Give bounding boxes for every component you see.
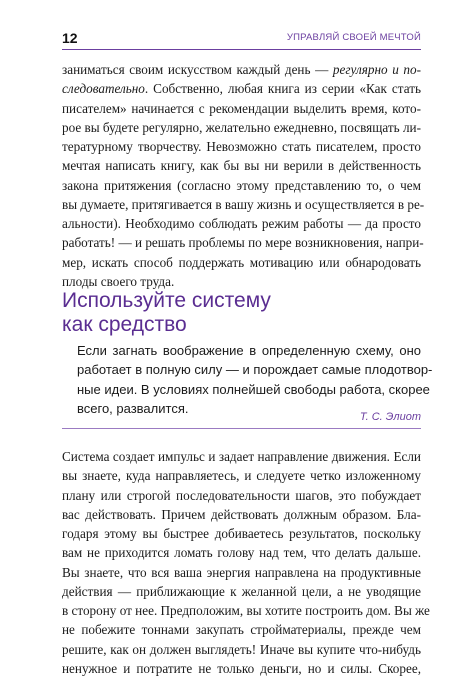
text-line: в сторону от нее. Предположим, вы хотите построить дом. Вы же <box>62 603 430 618</box>
text-line: вы знаете, куда направляетесь, и следуете четко изложенному <box>62 468 421 484</box>
header-rule <box>62 49 421 50</box>
text-line: вам не приходится ломать голову над тем, что делать дальше. <box>62 545 421 561</box>
text-line: работать! — и решать проблемы по мере возникновения, напри- <box>62 235 424 251</box>
text-line: ненужное и потратите не только деньги, но и силы. Скорее, <box>62 660 421 676</box>
text-line: Вы знаете, что вся ваша энергия направлена на продуктивные <box>62 564 421 580</box>
page-header <box>62 30 421 50</box>
text-line: годаря этому вы быстрее добиваетесь результатов, поскольку <box>62 526 421 541</box>
section-heading-line-1: Используйте систему <box>62 289 271 312</box>
epigraph-author: Т. С. Элиот <box>359 411 421 423</box>
epigraph-rule <box>62 428 421 429</box>
section-heading-line-2: как средство <box>62 313 187 336</box>
text-line: плану или строгой последовательности шагов, это побуждает <box>62 487 421 503</box>
text-line: мечтая написать книгу, как бы вы ни верили в действенность <box>62 158 421 174</box>
section-heading <box>62 289 271 337</box>
epigraph-line: работает в полную силу — и порождает самые плодотвор- <box>77 362 433 378</box>
text-line: не побежите тоннами закупать стройматериалы, прежде чем <box>62 622 421 638</box>
page-number: 12 <box>62 30 78 46</box>
text-line: вы думаете, притягивается в вашу жизнь и осуществляется в ре- <box>62 196 425 212</box>
text-line: Система создает импульс и задает направление движения. Если <box>62 449 421 464</box>
text-line: закона притяжения (согласно этому представлению то, о чем <box>62 177 421 193</box>
text-line: писателем» начинается с рекомендации выделить время, кото- <box>62 100 421 116</box>
paragraph-2 <box>62 447 430 678</box>
text-line: действия — приближающие к желанной цели, а не уводящие <box>62 583 421 599</box>
paragraph-1 <box>62 60 425 291</box>
text-line: альности). Необходимо соблюдать режим работы — да просто <box>62 216 421 231</box>
text-line: решите, как он должен выглядеть! Иначе вы купите что-нибудь <box>62 641 421 657</box>
text-line: тературному творчеству. Невозможно стать писателем, просто <box>62 139 421 154</box>
text-line: заниматься своим искусством каждый день — регулярно и по- <box>62 62 421 77</box>
running-title: УПРАВЛЯЙ СВОЕЙ МЕЧТОЙ <box>286 32 421 43</box>
text-line: плоды своего труда. <box>62 273 175 289</box>
text-line: мер, искать способ поддержать мотивацию или обнародовать <box>62 254 421 270</box>
epigraph-line: Если загнать воображение в определенную схему, оно <box>77 343 421 358</box>
epigraph <box>77 341 433 418</box>
text-line: рое вы будете регулярно, желательно ежедневно, посвящать ли- <box>62 119 422 135</box>
text-line: вас действовать. Причем действовать должным образом. Бла- <box>62 506 421 522</box>
epigraph-line: всего, развалится. <box>77 400 189 416</box>
epigraph-line: ные идеи. В условиях полнейшей свободы работа, скорее <box>77 381 430 397</box>
text-line: следовательно. Собственно, любая книга из серии «Как стать <box>62 81 421 97</box>
